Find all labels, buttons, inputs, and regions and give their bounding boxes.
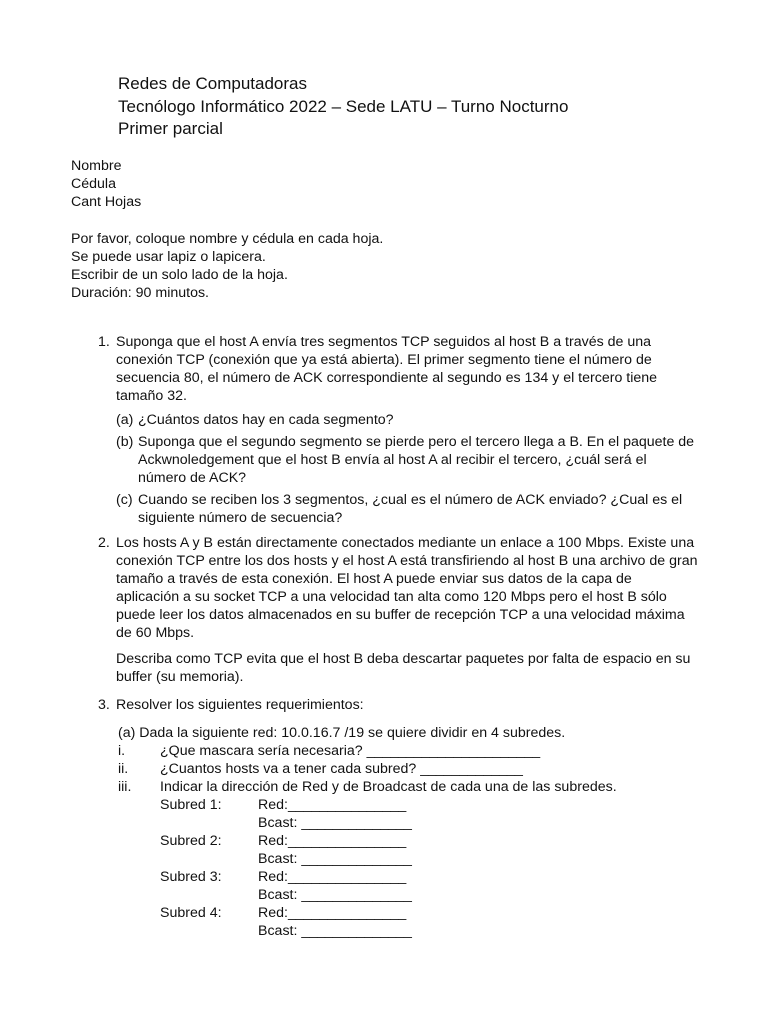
subquestion-label: (b): [116, 434, 134, 450]
bcast-blank: Bcast: ______________: [258, 851, 412, 867]
program-title: Tecnólogo Informático 2022 – Sede LATU – Turno Nocturno: [118, 96, 569, 116]
subnet-4-red-row: [160, 904, 738, 922]
item-text: ¿Cuantos hosts va a tener cada subred? _____________: [160, 761, 523, 777]
subnet-2-red-row: [160, 832, 738, 850]
sheets-field-label: Cant Hojas: [71, 194, 142, 210]
question-2: [98, 534, 698, 686]
subquestion-text: Cuando se reciben los 3 segmentos, ¿cual es el número de ACK enviado? ¿Cual es el siguiente número de secuencia?: [138, 492, 683, 526]
question-number: 2.: [98, 535, 110, 551]
subnet-table: [160, 796, 738, 940]
item-text: Indicar la dirección de Red y de Broadcast de cada una de las subredes.: [160, 779, 617, 795]
instruction-line: Duración: 90 minutos.: [71, 285, 210, 301]
bcast-blank: Bcast: ______________: [258, 815, 412, 831]
subnet-4-bcast-row: [160, 922, 738, 940]
question-text: Resolver los siguientes requerimientos:: [116, 697, 364, 713]
exam-header: [118, 73, 568, 141]
item-text: ¿Que mascara sería necesaria? ______________________: [160, 743, 541, 759]
red-blank: Red:_______________: [258, 833, 407, 849]
course-title: Redes de Computadoras: [118, 74, 308, 93]
question-text: Los hosts A y B están directamente conectados mediante un enlace a 100 Mbps. Existe una conexión TCP entre los dos hosts y el host A está transfiriendo al host B una archivo de gran tamaño a través de esta conexión. El host A puede enviar sus datos de la capa de aplicación a su socket TCP a una velocidad tan alta como 120 Mbps pero el host B sólo puede leer los datos almacenados en su buffer de recepción TCP a una velocidad máxima de 60 Mbps.: [116, 535, 698, 641]
item-i: [98, 742, 738, 760]
question-text-2: Describa como TCP evita que el host B deba descartar paquetes por falta de espacio en su buffer (su memoria).: [116, 651, 691, 685]
red-blank: Red:_______________: [258, 869, 407, 885]
exam-title: Primer parcial: [118, 119, 223, 138]
bcast-blank: Bcast: ______________: [258, 923, 412, 939]
subnet-label: Subred 1:: [160, 797, 222, 813]
subquestion-text: ¿Cuántos datos hay en cada segmento?: [138, 412, 394, 428]
subnet-3-bcast-row: [160, 886, 738, 904]
student-fields: [71, 157, 141, 211]
item-number: iii.: [118, 779, 132, 795]
subquestion-label: (c): [116, 492, 133, 508]
question-3-part-a: [118, 724, 738, 940]
instructions: [71, 230, 383, 302]
subnet-3-red-row: [160, 868, 738, 886]
subnet-label: Subred 2:: [160, 833, 222, 849]
subnet-1-red-row: [160, 796, 738, 814]
instruction-line: Escribir de un solo lado de la hoja.: [71, 267, 288, 283]
subquestion-c: [116, 491, 698, 527]
question-3: [98, 696, 698, 714]
red-blank: Red:_______________: [258, 797, 407, 813]
subnet-1-bcast-row: [160, 814, 738, 832]
instruction-line: Por favor, coloque nombre y cédula en cada hoja.: [71, 231, 384, 247]
item-iii: [98, 778, 738, 796]
id-field-label: Cédula: [71, 176, 116, 192]
bcast-blank: Bcast: ______________: [258, 887, 412, 903]
item-number: i.: [118, 743, 126, 759]
subquestion-a: [116, 411, 698, 429]
question-1: [98, 333, 698, 527]
subnet-label: Subred 4:: [160, 905, 222, 921]
subnet-2-bcast-row: [160, 850, 738, 868]
name-field-label: Nombre: [71, 158, 122, 174]
item-ii: [98, 760, 738, 778]
subquestion-label: (a): [116, 412, 134, 428]
subquestion-text: Suponga que el segundo segmento se pierde pero el tercero llega a B. En el paquete de Ackwnoledgement que el host B envía al host A al recibir el tercero, ¿cuál será el número de ACK?: [138, 434, 695, 486]
question-number: 3.: [98, 697, 110, 713]
instruction-line: Se puede usar lapiz o lapicera.: [71, 249, 266, 265]
subquestion-b: [116, 433, 698, 487]
item-number: ii.: [118, 761, 129, 777]
part-a-text: (a) Dada la siguiente red: 10.0.16.7 /19 se quiere dividir en 4 subredes.: [118, 725, 566, 741]
subnet-label: Subred 3:: [160, 869, 222, 885]
question-number: 1.: [98, 334, 110, 350]
question-text: Suponga que el host A envía tres segmentos TCP seguidos al host B a través de una conexión TCP (conexión que ya está abierta). El primer segmento tiene el número de secuencia 80, el número de ACK correspondiente al segundo es 134 y el tercero tiene tamaño 32.: [116, 334, 658, 404]
red-blank: Red:_______________: [258, 905, 407, 921]
